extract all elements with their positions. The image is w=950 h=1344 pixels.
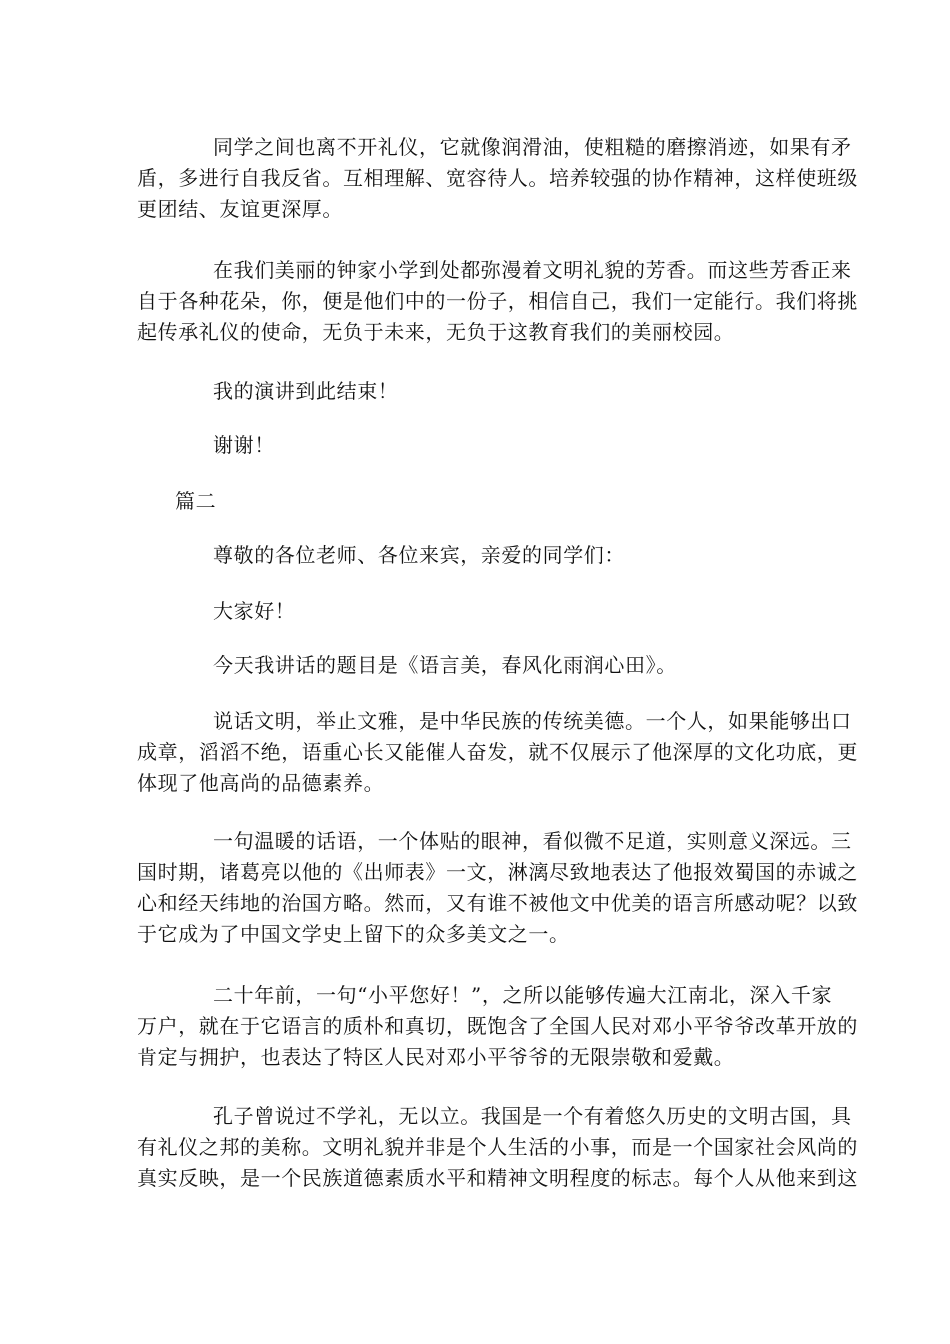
paragraph-line: 万户，就在于它语言的质朴和真切，既饱含了全国人民对邓小平爷爷改革开放的 bbox=[137, 1014, 858, 1038]
paragraph-line: 一句温暖的话语，一个体贴的眼神，看似微不足道，实则意义深远。三 bbox=[213, 829, 852, 853]
paragraph-line: 起传承礼仪的使命，无负于未来，无负于这教育我们的美丽校园。 bbox=[137, 320, 735, 344]
paragraph-line: 孔子曾说过不学礼，无以立。我国是一个有着悠久历史的文明古国，具 bbox=[213, 1104, 852, 1128]
paragraph-xiaoping-greeting bbox=[137, 980, 858, 1073]
speech-thanks: 谢谢！ bbox=[213, 433, 275, 457]
paragraph-school-fragrance bbox=[137, 255, 858, 348]
speech-topic: 今天我讲话的题目是《语言美，春风化雨润心田》。 bbox=[213, 653, 677, 677]
paragraph-line: 同学之间也离不开礼仪，它就像润滑油，使粗糙的磨擦消迹，如果有矛 bbox=[213, 135, 852, 159]
paragraph-line: 说话文明，举止文雅，是中华民族的传统美德。一个人，如果能够出口 bbox=[213, 709, 852, 733]
paragraph-line: 自于各种花朵，你，便是他们中的一份子，相信自己，我们一定能行。我们将挑 bbox=[137, 289, 858, 313]
paragraph-line: 成章，滔滔不绝，语重心长又能催人奋发，就不仅展示了他深厚的文化功底，更 bbox=[137, 740, 858, 764]
paragraph-warm-words bbox=[137, 826, 858, 950]
paragraph-line: 肯定与拥护，也表达了特区人民对邓小平爷爷的无限崇敬和爱戴。 bbox=[137, 1045, 735, 1069]
paragraph-civilized-speech bbox=[137, 706, 858, 799]
paragraph-line: 真实反映，是一个民族道德素质水平和精神文明程度的标志。每个人从他来到这 bbox=[137, 1166, 858, 1190]
paragraph-line: 盾，多进行自我反省。互相理解、宽容待人。培养较强的协作精神，这样使班级 bbox=[137, 166, 858, 190]
paragraph-confucius bbox=[137, 1101, 858, 1194]
paragraph-classmate-etiquette bbox=[137, 132, 858, 225]
greeting: 大家好！ bbox=[213, 599, 296, 623]
paragraph-line: 心和经天纬地的治国方略。然而，又有谁不被他文中优美的语言所感动呢？以致 bbox=[137, 891, 858, 915]
section-label: 篇二 bbox=[175, 489, 217, 513]
paragraph-line: 体现了他高尚的品德素养。 bbox=[137, 771, 385, 795]
paragraph-line: 国时期，诸葛亮以他的《出师表》一文，淋漓尽致地表达了他报效蜀国的赤诚之 bbox=[137, 860, 858, 884]
salutation: 尊敬的各位老师、各位来宾，亲爱的同学们： bbox=[213, 543, 625, 567]
paragraph-line: 有礼仪之邦的美称。文明礼貌并非是个人生活的小事，而是一个国家社会风尚的 bbox=[137, 1135, 858, 1159]
paragraph-line: 在我们美丽的钟家小学到处都弥漫着文明礼貌的芳香。而这些芳香正来 bbox=[213, 258, 852, 282]
paragraph-line: 二十年前，一句“小平您好！”，之所以能够传遍大江南北，深入千家 bbox=[213, 983, 833, 1007]
speech-closing: 我的演讲到此结束！ bbox=[213, 379, 399, 403]
paragraph-line: 更团结、友谊更深厚。 bbox=[137, 197, 343, 221]
paragraph-line: 于它成为了中国文学史上留下的众多美文之一。 bbox=[137, 922, 570, 946]
